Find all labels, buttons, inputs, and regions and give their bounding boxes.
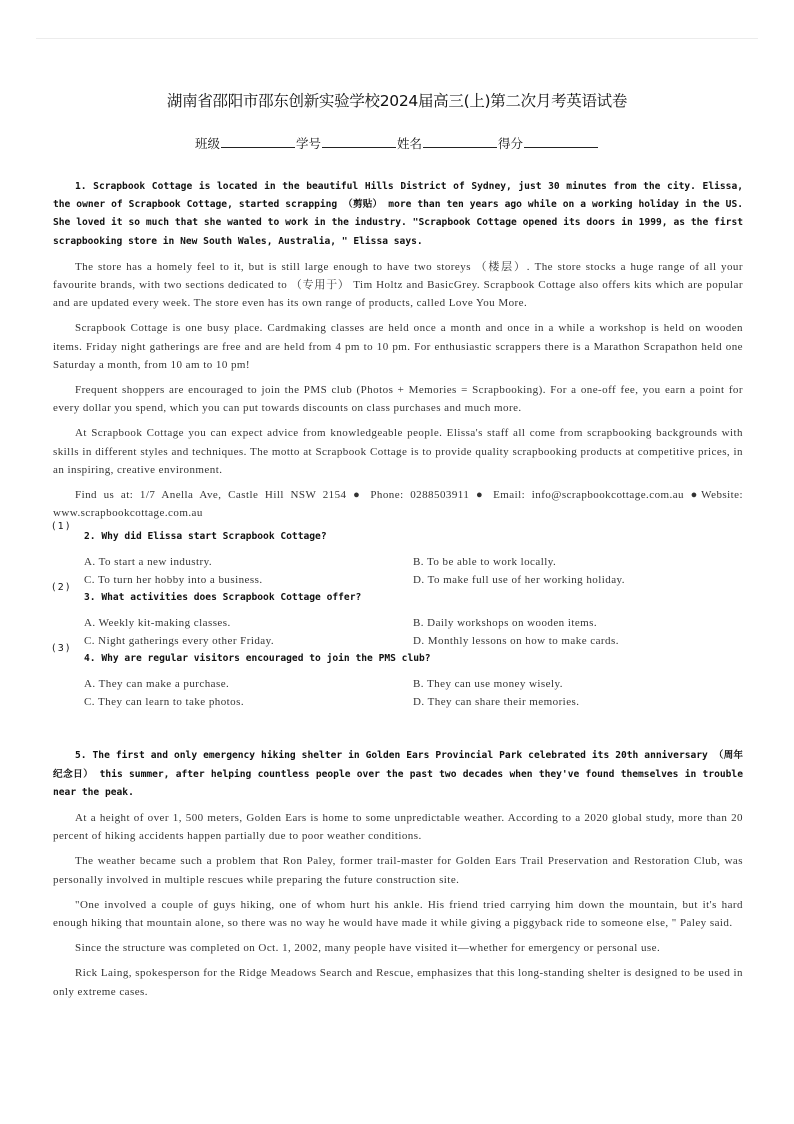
options-grid <box>53 553 743 589</box>
class-blank[interactable] <box>221 135 295 148</box>
sub-question-number: (2) <box>52 582 72 594</box>
option-c[interactable]: C. They can learn to take photos. <box>84 696 245 709</box>
passage1-paragraph: At Scrapbook Cottage you can expect advice from knowledgeable people. Elissa's staff all come from scrapbooking backgrounds with skills in different styles and techniques. The motto at Scrapbook Cottage is to provide quality scrapbooking products at competitive prices, in an inspiring, creative environment. <box>53 427 743 476</box>
exam-title: 湖南省邵阳市邵东创新实验学校2024届高三(上)第二次月考英语试卷 <box>166 92 628 110</box>
option-d[interactable]: D. Monthly lessons on how to make cards. <box>413 635 619 648</box>
sub-question-stem: 4. Why are regular visitors encouraged to join the PMS club? <box>84 653 431 665</box>
sub-question-1 <box>52 521 743 589</box>
score-blank[interactable] <box>524 135 598 148</box>
passage1-paragraph: Scrapbook Cottage is one busy place. Cardmaking classes are held once a month and once in a while a workshop is held on wooden items. Friday night gatherings are free and are held from 4 pm to 10 pm. For enthusiastic scrappers there is a Marathon Scrapathon held one Saturday a month, from 10 am to 10 pm! <box>53 322 743 371</box>
option-a[interactable]: A. They can make a purchase. <box>84 678 230 691</box>
option-b[interactable]: B. Daily workshops on wooden items. <box>413 617 598 630</box>
class-label: 班级 <box>194 136 220 151</box>
sub-question-stem: 3. What activities does Scrapbook Cottage offer? <box>84 592 362 604</box>
option-d[interactable]: D. To make full use of her working holiday. <box>413 574 625 587</box>
passage2-intro: 5. The first and only emergency hiking shelter in Golden Ears Provincial Park celebrated its 20th anniversary （周年纪念日） this summer, after helping countless people over the past two decades when they've found themselves in trouble near the peak. <box>53 750 743 798</box>
student-id-blank[interactable] <box>322 135 396 148</box>
sub-question-number: (3) <box>52 643 72 655</box>
option-a[interactable]: A. Weekly kit-making classes. <box>84 617 231 630</box>
passage1-paragraph: The store has a homely feel to it, but is still large enough to have two storeys （楼层）. The store stocks a huge range of all your favourite brands, with two sections dedicated to （专用于） Tim Holtz and BasicGrey. Scrapbook Cottage also offers kits which are popular and are updated every week. The store even has its own range of products, called Love You More. <box>53 260 743 310</box>
passage2-paragraph: "One involved a couple of guys hiking, one of whom hurt his ankle. His friend tried carrying him down the mountain, but it's hard enough hiking that mountain alone, so there was no way he would have made it while giving a piggyback ride to someone else, " Paley said. <box>53 898 743 930</box>
options-grid <box>53 675 743 711</box>
option-d[interactable]: D. They can share their memories. <box>413 696 580 709</box>
passage2-paragraph: The weather became such a problem that Ron Paley, former trail-master for Golden Ears Trail Preservation and Restoration Club, was personally involved in multiple rescues while preparing the future construction site. <box>53 855 743 886</box>
option-b[interactable]: B. To be able to work locally. <box>413 556 557 569</box>
passage2-paragraph: At a height of over 1, 500 meters, Golden Ears is home to some unpredictable weather. According to a 2020 global study, more than 20 percent of hiking accidents happen partially due to poor weather conditions. <box>53 812 743 843</box>
passage2-paragraph: Since the structure was completed on Oct. 1, 2002, many people have visited it—whether for emergency or personal use. <box>75 942 661 955</box>
sub-question-number: (1) <box>52 521 72 533</box>
sub-question-stem: 2. Why did Elissa start Scrapbook Cottage? <box>84 531 327 543</box>
sub-question-3 <box>52 643 743 711</box>
option-b[interactable]: B. They can use money wisely. <box>413 678 563 691</box>
option-c[interactable]: C. To turn her hobby into a business. <box>84 574 263 587</box>
option-a[interactable]: A. To start a new industry. <box>84 556 213 569</box>
sub-question-2 <box>52 582 743 650</box>
name-label: 姓名 <box>397 136 423 151</box>
contact-info: Find us at: 1/7 Anella Ave, Castle Hill NSW 2154 ● Phone: 0288503911 ● Email: info@scrapbookcottage.com.au ●Website: www.scrapbookcottage.com.au <box>53 489 743 520</box>
student-info-line <box>0 134 794 152</box>
exam-content <box>53 178 743 1001</box>
option-c[interactable]: C. Night gatherings every other Friday. <box>84 635 275 648</box>
passage1-paragraph: Frequent shoppers are encouraged to join the PMS club (Photos + Memories = Scrapbooking). For a one-off fee, you earn a point for every dollar you spend, which you can put towards discounts on class purchases and much more. <box>53 384 743 415</box>
passage2-paragraph: Rick Laing, spokesperson for the Ridge Meadows Search and Rescue, emphasizes that this long-standing shelter is designed to be used in only extreme cases. <box>53 967 743 998</box>
name-blank[interactable] <box>423 135 497 148</box>
passage1-intro: 1. Scrapbook Cottage is located in the beautiful Hills District of Sydney, just 30 minutes from the city. Elissa, the owner of Scrapbook Cottage, started scrapping （剪贴） more than ten years ago while on a working holiday in the US. She loved it so much that she wanted to work in the industry. "Scrapbook Cottage opened its doors in 1999, as the first scrapbooking store in New South Wales, Australia, " Elissa says. <box>53 181 743 247</box>
top-divider <box>36 38 758 39</box>
score-label: 得分 <box>498 136 524 151</box>
student-id-label: 学号 <box>295 136 321 151</box>
options-grid <box>53 614 743 650</box>
